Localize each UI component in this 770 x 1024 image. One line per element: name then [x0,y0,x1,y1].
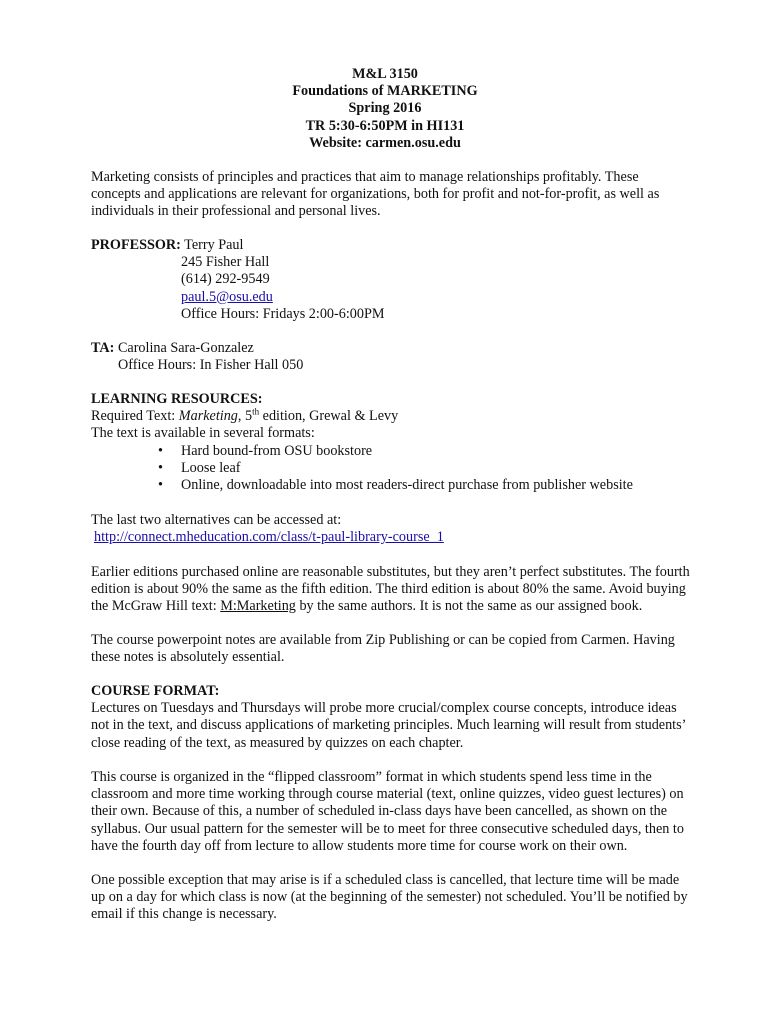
course-format-section [91,683,691,752]
ta-name: Carolina Sara-Gonzalez [117,340,254,356]
access-intro: The last two alternatives can be accessed at: [91,512,342,528]
course-header [0,66,770,152]
ta-section [91,340,691,374]
resources-heading: LEARNING RESOURCES: [91,391,263,407]
course-schedule: TR 5:30-6:50PM in HI131 [305,117,465,134]
professor-phone: (614) 292-9549 [181,271,270,288]
list-item: • Loose leaf [158,459,241,476]
list-item: • Hard bound-from OSU bookstore [158,442,373,459]
mmarketing-text: M:Marketing [220,598,296,615]
formats-list [91,443,691,495]
course-website: Website: carmen.osu.edu [309,134,461,151]
professor-hours: Office Hours: Fridays 2:00-6:00PM [181,305,385,322]
access-link[interactable]: http://connect.mheducation.com/class/t-paul-library-course_1 [94,529,444,546]
earlier-editions-paragraph: Earlier editions purchased online are reasonable substitutes, but they aren’t perfect substitutes. The fourth edition is about 90% the same as the fifth edition. The third edition is about 80% the same. Avoid buying the McGraw Hill text: M:Marketing by the same authors. It is not the same as our assigned book. [91,564,690,615]
professor-name: Terry Paul [184,237,244,253]
formats-intro: The text is available in several formats: [91,425,315,442]
intro-text: Marketing consists of principles and practices that aim to manage relationships profitably. These concepts and applications are relevant for organizations, both for profit and not-for-profit, as well as individuals in their professional and personal lives. [91,169,660,220]
format-paragraph-3: One possible exception that may arise is if a scheduled class is cancelled, that lecture time will be made up on a day for which class is now (at the beginning of the semester) not scheduled. You’ll be notified by email if this change is necessary. [91,872,688,923]
list-item: • Online, downloadable into most readers-direct purchase from publisher website [158,477,633,494]
intro-paragraph [91,169,691,221]
access-section [91,512,691,546]
professor-label: PROFESSOR: [91,237,181,253]
professor-section [91,237,691,323]
professor-email-link[interactable]: paul.5@osu.edu [181,288,273,305]
bullet-icon: • [158,477,163,494]
bullet-icon: • [158,459,163,476]
resources-section [91,391,691,494]
format-heading: COURSE FORMAT: [91,683,220,699]
format-paragraph-2: This course is organized in the “flipped classroom” format in which students spend less time in the classroom and more time working through course material (text, online quizzes, video guest lectures) on their own. Because of this, a number of scheduled in-class days have been cancelled, as shown on the syllabus. Our usual pattern for the semester will be to meet for three consecutive scheduled days, then to have the fourth day off from lecture to allow students more time for course work on their own. [91,769,684,854]
bullet-icon: • [158,442,163,459]
ta-hours: Office Hours: In Fisher Hall 050 [118,357,304,374]
notes-paragraph: The course powerpoint notes are available from Zip Publishing or can be copied from Carmen. Having these notes is absolutely essential. [91,632,675,666]
professor-office: 245 Fisher Hall [181,254,270,271]
ta-label: TA: [91,340,115,356]
book-title: Marketing [178,408,238,425]
course-code: M&L 3150 [352,66,418,82]
course-name: Foundations of MARKETING [292,83,478,100]
format-paragraph-1: Lectures on Tuesdays and Thursdays will probe more crucial/complex course concepts, introduce ideas not in the text, and discuss applications of marketing principles. Much learning will result from students’ close reading of the text, as measured by quizzes on each chapter. [91,700,686,751]
course-term: Spring 2016 [348,100,422,117]
required-text: Required Text: Marketing, 5th edition, Grewal & Levy [91,406,399,425]
